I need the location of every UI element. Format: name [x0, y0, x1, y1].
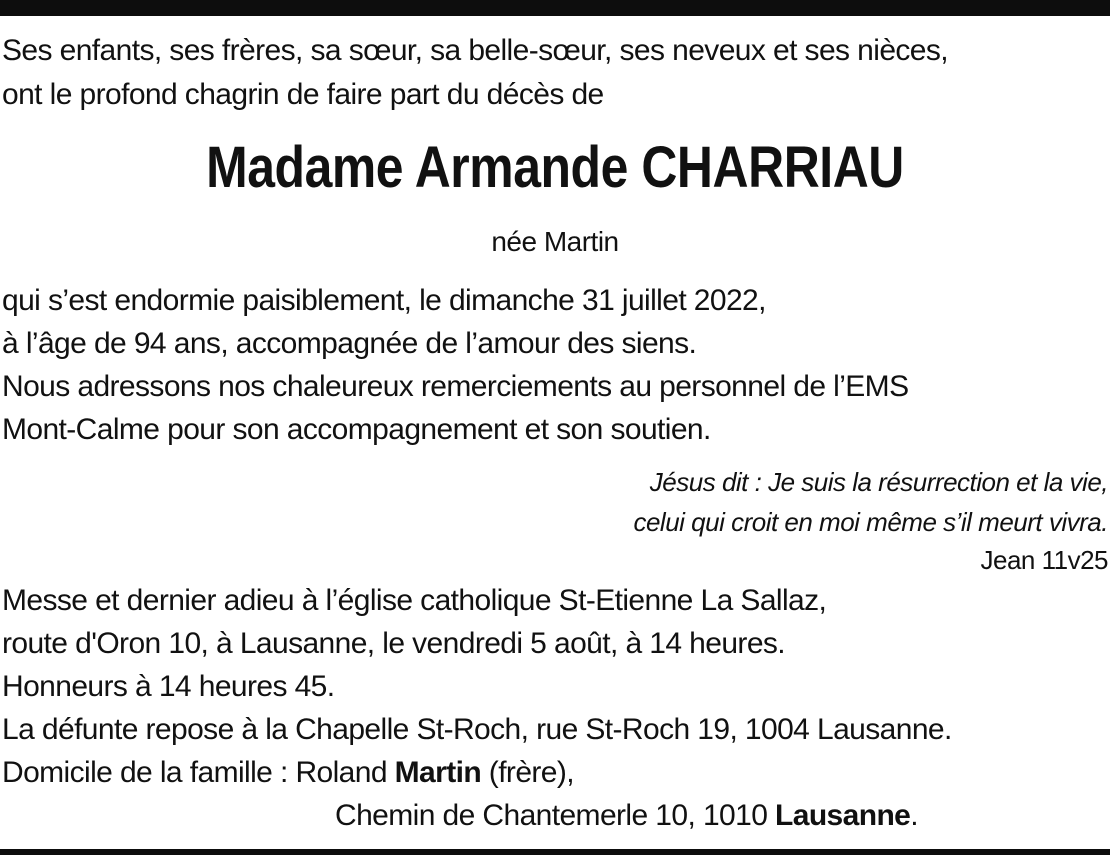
family-address-end: . — [910, 799, 919, 832]
body-line-4: Mont-Calme pour son accompagnement et son soutien. — [2, 413, 711, 446]
verse-line-1: Jésus dit : Je suis la résurrection et la vie, — [649, 467, 1108, 497]
body-line-3: Nous adressons nos chaleureux remerciements au personnel de l’EMS — [2, 370, 909, 403]
verse-line-2: celui qui croit en moi même s’il meurt vivra. — [633, 507, 1108, 537]
intro-line-1: Ses enfants, ses frères, sa sœur, sa belle-sœur, ses neveux et ses nièces, — [2, 34, 949, 67]
ceremony-line-4: La défunte repose à la Chapelle St-Roch, rue St-Roch 19, 1004 Lausanne. — [2, 713, 952, 746]
family-surname: Martin — [394, 756, 482, 789]
family-address-label: Domicile de la famille : Roland — [2, 756, 395, 789]
bottom-rule — [0, 849, 1110, 855]
body-line-2: à l’âge de 94 ans, accompagnée de l’amour des siens. — [2, 327, 697, 360]
verse-reference: Jean 11v25 — [980, 545, 1108, 575]
family-city: Lausanne — [775, 799, 911, 832]
ceremony-line-1: Messe et dernier adieu à l’église catholique St-Etienne La Sallaz, — [2, 584, 827, 617]
family-relation: (frère), — [481, 756, 574, 789]
ceremony-line-3: Honneurs à 14 heures 45. — [2, 670, 335, 703]
ceremony-line-2: route d'Oron 10, à Lausanne, le vendredi 5 août, à 14 heures. — [2, 627, 786, 660]
family-address-line-2 — [335, 798, 918, 834]
family-address-line-1 — [2, 755, 574, 791]
top-rule — [0, 0, 1110, 16]
intro-line-2: ont le profond chagrin de faire part du décès de — [2, 78, 604, 111]
deceased-name: Madame Armande CHARRIAU — [206, 135, 904, 200]
body-line-1: qui s’est endormie paisiblement, le dimanche 31 juillet 2022, — [2, 284, 766, 317]
maiden-name: née Martin — [491, 226, 619, 257]
family-street: Chemin de Chantemerle 10, 1010 — [335, 799, 776, 832]
